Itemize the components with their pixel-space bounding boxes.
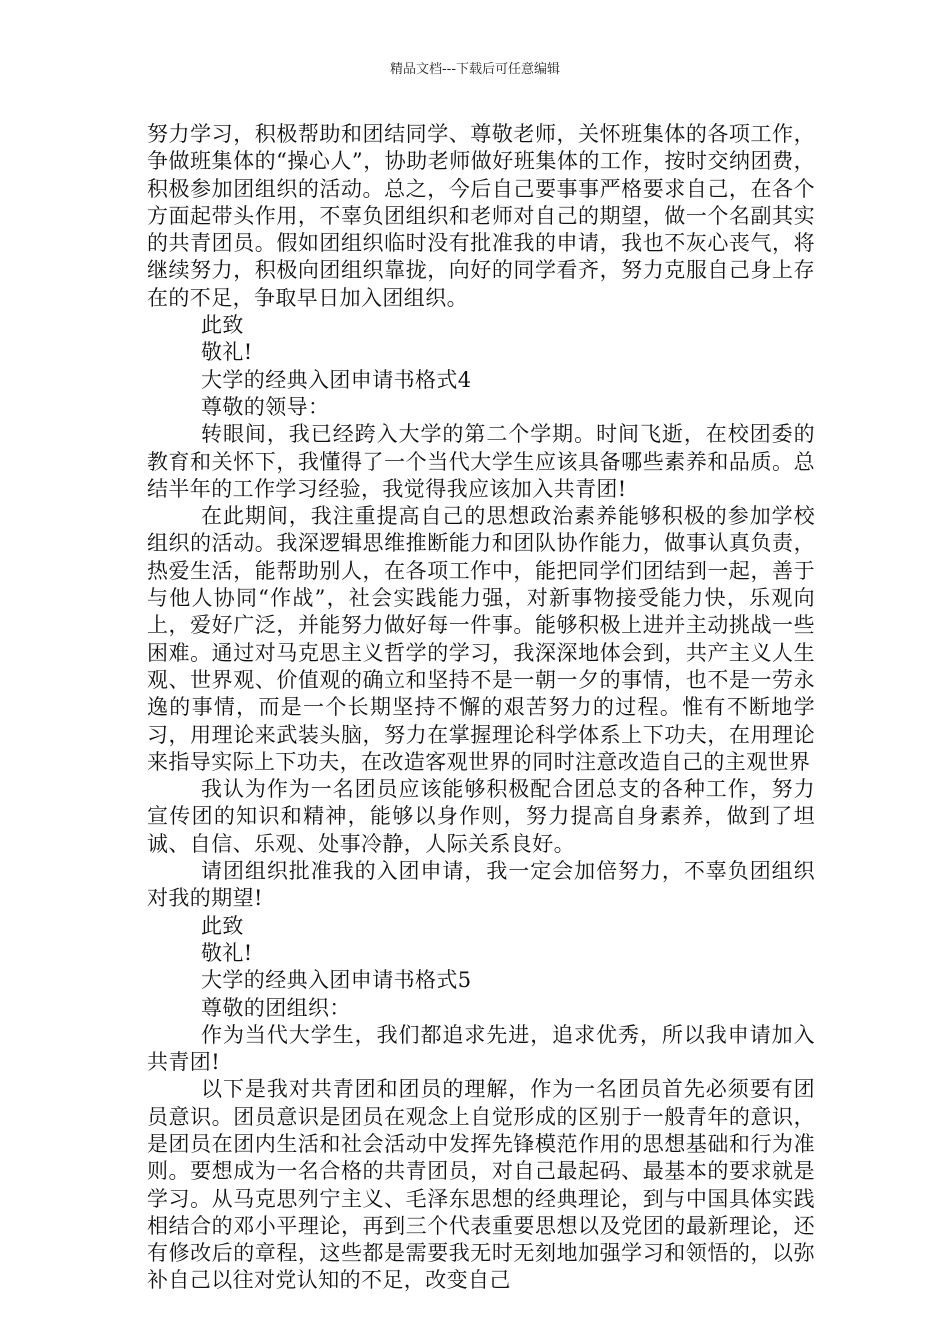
paragraph: 在此期间，我注重提高自己的思想政治素养能够积极的参加学校组织的活动。我深逻辑思维推断能力和团队协作能力，做事认真负责，热爱生活，能帮助别人，在各项工作中，能把同学们团结到一起，善于与他人协同“作战”，社会实践能力强，对新事物接受能力快，乐观向上，爱好广泛，并能努力做好每一件事。能够积极上进并主动挑战一些困难。通过对马克思主义哲学的学习，我深深地体会到，共产主义人生观、世界观、价值观的确立和坚持不是一朝一夕的事情，也不是一劳永逸的事情，而是一个长期坚持不懈的艰苦努力的过程。惟有不断地学习，用理论来武装头脑，努力在掌握理论科学体系上下功夫，在用理论来指导实际上下功夫，在改造客观世界的同时注意改造自己的主观世界: [147, 504, 815, 774]
paragraph: 转眼间，我已经跨入大学的第二个学期。时间飞逝，在校团委的教育和关怀下，我懂得了一个当代大学生应该具备哪些素养和品质。总结半年的工作学习经验，我觉得我应该加入共青团!: [147, 422, 815, 501]
greeting-line: 尊敬的领导：: [201, 394, 330, 419]
page-header: 精品文档---下载后可任意编辑: [389, 62, 561, 77]
greeting-line: 尊敬的团组织：: [201, 995, 351, 1020]
section-title: 大学的经典入团申请书格式4: [201, 367, 472, 392]
closing-line: 此致: [201, 313, 244, 338]
paragraph: 以下是我对共青团和团员的理解，作为一名团员首先必须要有团员意识。团员意识是团员在观念上自觉形成的区别于一般青年的意识，是团员在团内生活和社会活动中发挥先锋模范作用的思想基础和行为准则。要想成为一名合格的共青团员，对自己最起码、最基本的要求就是学习。从马克思列宁主义、毛泽东思想的经典理论，到与中国具体实践相结合的邓小平理论，再到三个代表重要思想以及党团的最新理论，还有修改后的章程，这些都是需要我无时无刻地加强学习和领悟的，以弥补自己以往对党认知的不足，改变自己: [147, 1077, 815, 1293]
document-body: [147, 121, 815, 1295]
salutation-line: 敬礼!: [201, 340, 253, 365]
paragraph: 请团组织批准我的入团申请，我一定会加倍努力，不辜负团组织对我的期望!: [147, 859, 815, 911]
paragraph: 努力学习，积极帮助和团结同学、尊敬老师，关怀班集体的各项工作，争做班集体的“操心人”，协助老师做好班集体的工作，按时交纳团费，积极参加团组织的活动。总之，今后自己要事事严格要求自己，在各个方面起带头作用，不辜负团组织和老师对自己的期望，做一个名副其实的共青团员。假如团组织临时没有批准我的申请，我也不灰心丧气，将继续努力，积极向团组织靠拢，向好的同学看齐，努力克服自己身上存在的不足，争取早日加入团组织。: [147, 122, 815, 310]
closing-line: 此致: [201, 913, 244, 938]
paragraph: 作为当代大学生，我们都追求先进，追求优秀，所以我申请加入共青团!: [147, 1022, 815, 1075]
paragraph: 我认为作为一名团员应该能够积极配合团总支的各种工作，努力宣传团的知识和精神，能够以身作则，努力提高自身素养，做到了坦诚、自信、乐观、处事冷静，人际关系良好。: [147, 777, 815, 856]
section-title: 大学的经典入团申请书格式5: [201, 968, 472, 993]
salutation-line: 敬礼!: [201, 940, 253, 965]
